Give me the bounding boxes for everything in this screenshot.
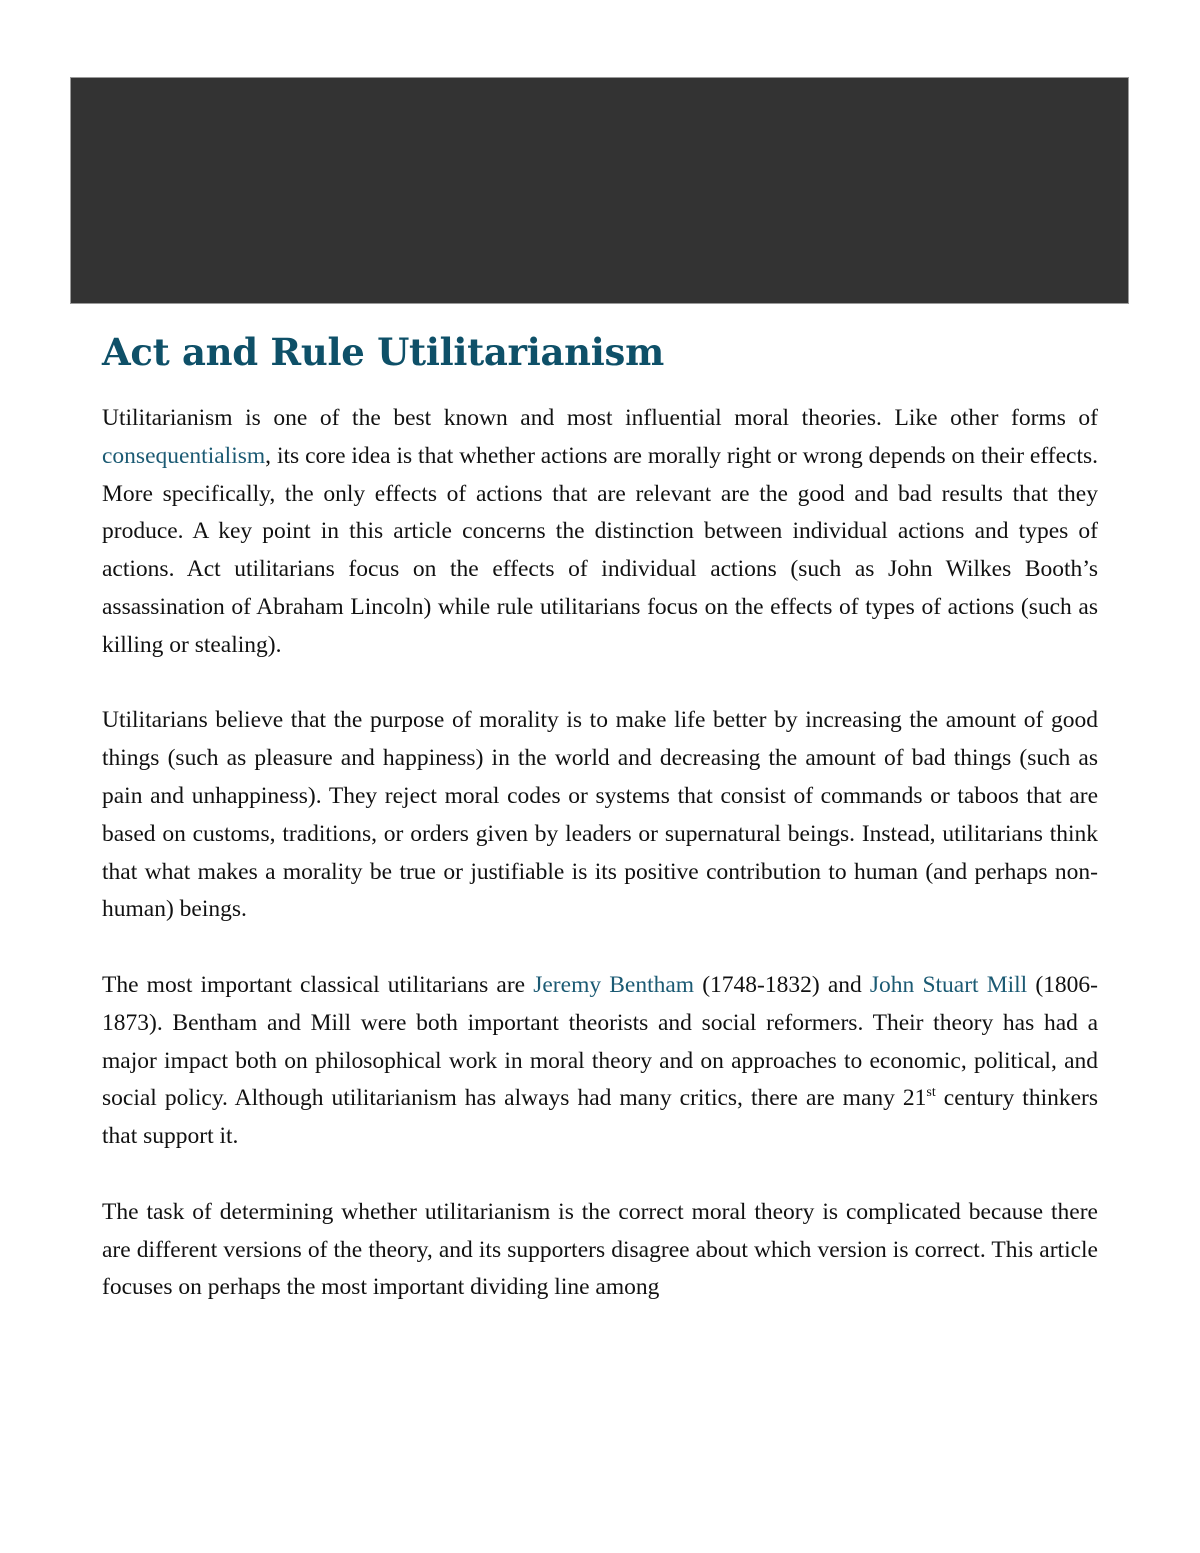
paragraph-3-text-c: (1806-1873). Bentham and Mill were both important theorists and social reformers. Their theory has had a major impact both on philosophical work in moral theory and on approaches to economic, political, and social policy. Although utilitarianism has always had many critics, there are many 21: [102, 971, 1098, 1112]
paragraph-1-text-a: Utilitarianism is one of the best known and most influential moral theories. Like other forms of: [102, 405, 1098, 431]
paragraph-3-text-b: (1748-1832) and: [694, 971, 870, 998]
paragraph-3-text-a: The most important classical utilitarians are: [102, 971, 534, 998]
paragraph-1-text-b: , its core idea is that whether actions are morally right or wrong depends on their effects. More specifically, the only effects of actions that are relevant are the good and bad results that they produce. A key point in this article concerns the distinction between individual actions and types of actions. Act utilitarians focus on the effects of individual actions (such as John Wilkes Booth’s assassination of Abraham Lincoln) while rule utilitarians focus on the effects of types of actions (such as killing or stealing).: [102, 442, 1098, 658]
header-banner-image: [70, 77, 1129, 304]
paragraph-2: Utilitarians believe that the purpose of morality is to make life better by increasing the amount of good things (such as pleasure and happiness) in the world and decreasing the amount of bad things (such as pain and unhappiness). They reject moral codes or systems that consist of commands or taboos that are based on customs, traditions, or orders given by leaders or supernatural beings. Instead, utilitarians think that what makes a morality be true or justifiable is its positive contribution to human (and perhaps non-human) beings.: [102, 707, 1098, 923]
article-title: Act and Rule Utilitarianism: [102, 330, 664, 374]
article-body: [102, 326, 1098, 1307]
consequentialism-link[interactable]: consequentialism: [102, 442, 266, 469]
paragraph-3-text-d: century thinkers that support it.: [102, 1085, 1098, 1150]
john-stuart-mill-link[interactable]: John Stuart Mill: [869, 971, 1028, 998]
jeremy-bentham-link[interactable]: Jeremy Bentham: [533, 971, 695, 998]
paragraph-3: [102, 967, 1098, 1156]
paragraph-1: [102, 400, 1098, 665]
ordinal-superscript: st: [926, 1085, 936, 1101]
paragraph-4: The task of determining whether utilitarianism is the correct moral theory is complicated because there are different versions of the theory, and its supporters disagree about which version is correct. This article focuses on perhaps the most important dividing line among: [102, 1198, 1098, 1301]
